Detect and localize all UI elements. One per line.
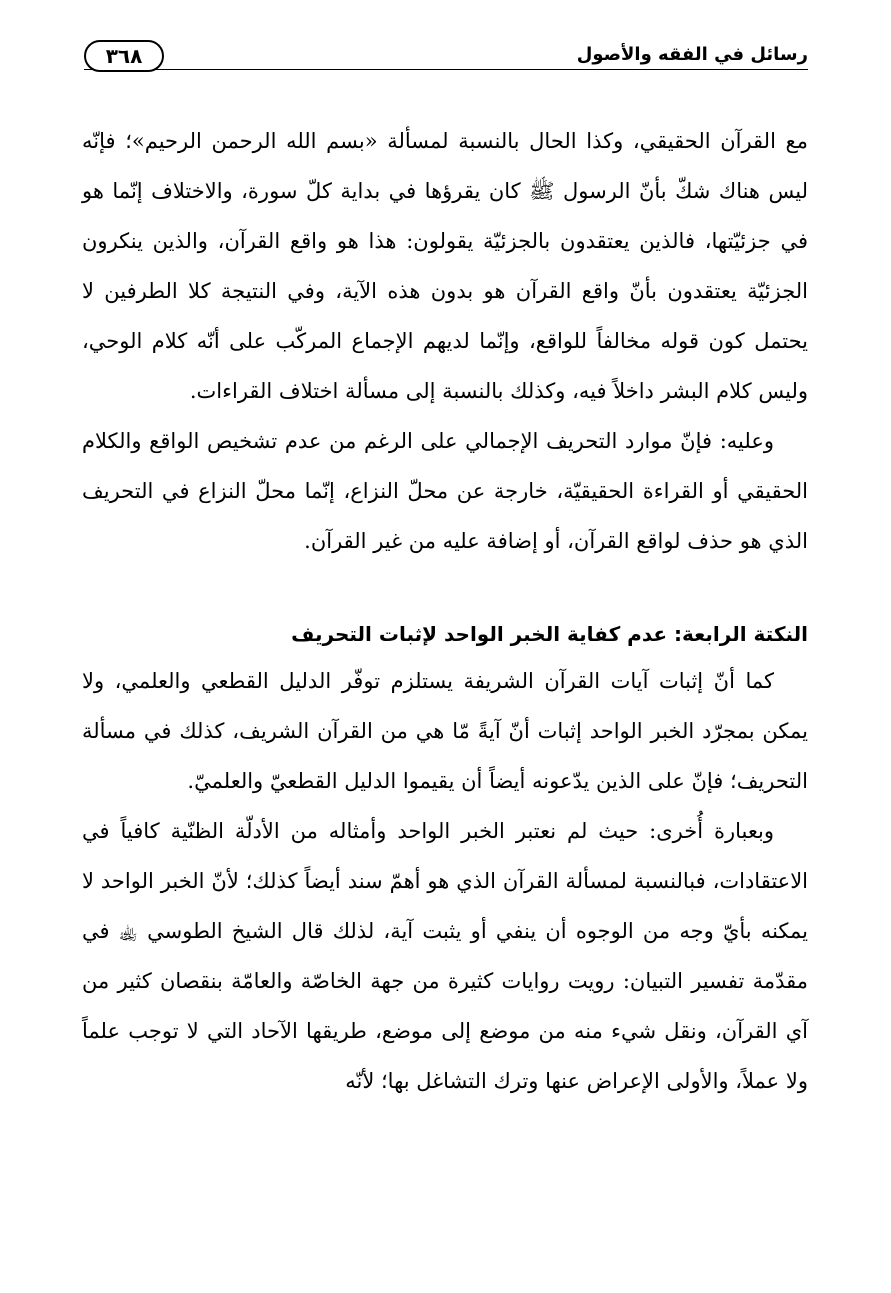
page-number: ٣٦٨ (84, 40, 164, 72)
section-gap (82, 566, 808, 612)
section-heading: النكتة الرابعة: عدم كفاية الخبر الواحد لإثبات التحريف (291, 622, 808, 646)
body-text (82, 116, 808, 1106)
paragraph: مع القرآن الحقيقي، وكذا الحال بالنسبة لمسألة «بسم الله الرحمن الرحيم»؛ فإنّه ليس هناك شكّ بأنّ الرسول ﷺ كان يقرؤها في بداية كلّ سورة، والاختلاف إنّما هو في جزئيّتها، فالذين يعتقدون بالجزئيّة يقولون: هذا هو واقع القرآن، والذين ينكرون الجزئيّة يعتقدون بأنّ واقع القرآن هو بدون هذه الآية، وفي النتيجة كلا الطرفين لا يحتمل كون قوله مخالفاً للواقع، وإنّما لديهم الإجماع المركّب على أنّه كلام الوحي، وليس كلام البشر داخلاً فيه، وكذلك بالنسبة إلى مسألة اختلاف القراءات. (82, 129, 808, 403)
page-header (84, 40, 808, 76)
paragraph: وبعبارة أُخرى: حيث لم نعتبر الخبر الواحد وأمثاله من الأدلّة الظنّية كافياً في الاعتقادات، فبالنسبة لمسألة القرآن الذي هو أهمّ سند أيضاً كذلك؛ لأنّ الخبر الواحد لا يمكنه بأيّ وجه من الوجوه أن ينفي أو يثبت آية، لذلك قال الشيخ الطوسي ﵀ في مقدّمة تفسير التبيان: رويت روايات كثيرة من جهة الخاصّة والعامّة بنقصان كثير من آي القرآن، ونقل شيء منه من موضع إلى موضع، طريقها الآحاد التي لا توجب علماً ولا عملاً، والأولى الإعراض عنها وترك التشاغل بها؛ لأنّه (82, 819, 808, 1093)
paragraph: كما أنّ إثبات آيات القرآن الشريفة يستلزم توفّر الدليل القطعي والعلمي، ولا يمكن بمجرّد الخبر الواحد إثبات أنّ آيةً مّا هي من القرآن الشريف، كذلك في مسألة التحريف؛ فإنّ على الذين يدّعونه أيضاً أن يقيموا الدليل القطعيّ والعلميّ. (82, 669, 808, 793)
paragraph: وعليه: فإنّ موارد التحريف الإجمالي على الرغم من عدم تشخيص الواقع والكلام الحقيقي أو القراءة الحقيقيّة، خارجة عن محلّ النزاع، إنّما محلّ النزاع في التحريف الذي هو حذف لواقع القرآن، أو إضافة عليه من غير القرآن. (82, 429, 808, 553)
header-rule (84, 69, 808, 70)
running-title: رسائل في الفقه والأصول (569, 42, 808, 68)
